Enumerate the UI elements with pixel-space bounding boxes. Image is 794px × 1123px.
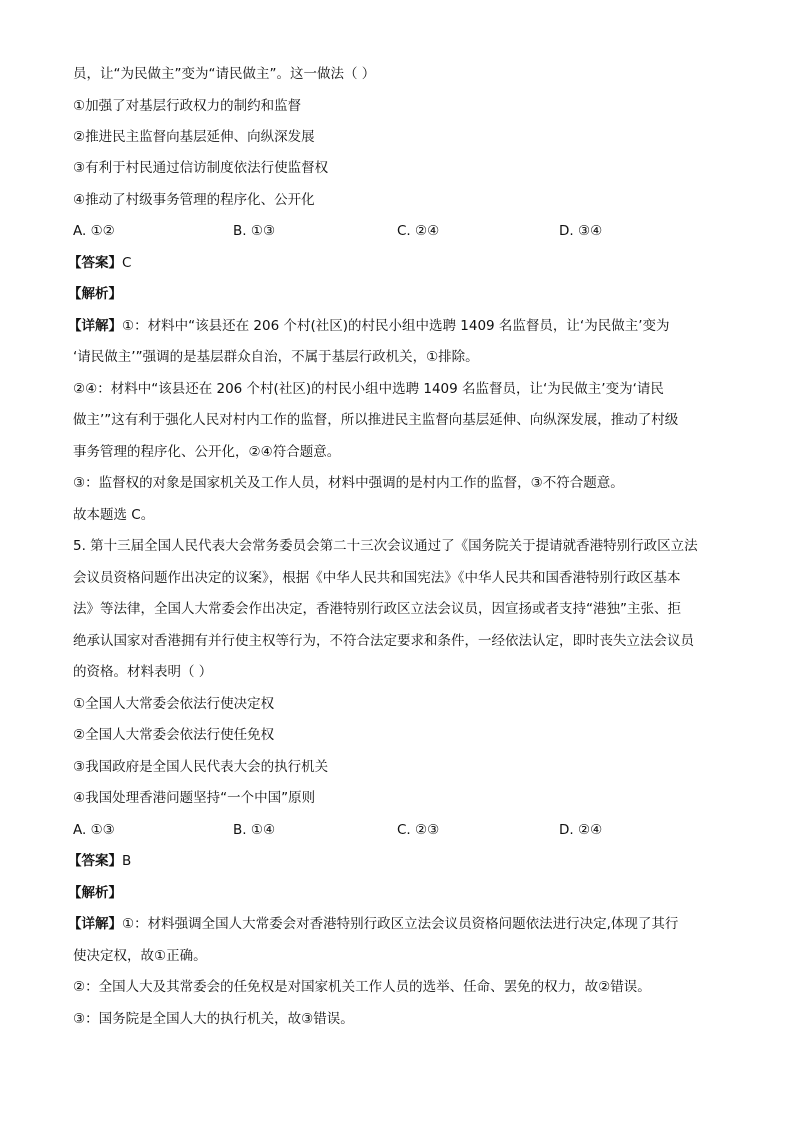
q4-detail-label: 【详解】 [68,318,122,334]
q4-option-a: A. ①② [73,223,115,239]
q5-options [73,820,723,840]
q4-option-d: D. ③④ [559,223,603,239]
q4-detail-line-4: 做主’”这有利于强化人民对村内工作的监督，所以推进民主监督向基层延伸、向纵深发展，推动了村级 [73,412,679,428]
q5-item-1: ①全国人大常委会依法行使决定权 [73,696,275,712]
q5-analysis-label: 【解析】 [68,885,122,901]
q5-detail-line-4: ③：国务院是全国人大的执行机关，故③错误。 [73,1011,354,1027]
q4-options [73,221,723,241]
q5-detail-line-3: ②：全国人大及其常委会的任免权是对国家机关工作人员的选举、任命、罢免的权力，故②错误。 [73,979,651,995]
q4-analysis-label: 【解析】 [68,286,122,302]
q4-detail-line-3: ②④：材料中“该县还在 206 个村(社区)的村民小组中选聘 1409 名监督员，让‘为民做主’变为‘请民 [73,381,664,397]
q5-option-a: A. ①③ [73,822,115,838]
q4-item-4: ④推动了村级事务管理的程序化、公开化 [73,192,315,208]
q4-answer [68,253,718,273]
q4-conclusion: 故本题选 C。 [73,507,155,523]
q4-item-3: ③有利于村民通过信访制度依法行使监督权 [73,160,329,176]
q4-detail-line-2: ‘请民做主’”强调的是基层群众自治，不属于基层行政机关，①排除。 [73,349,479,365]
q5-answer-label: 【答案】 [68,853,122,869]
q5-detail-line-2: 使决定权，故①正确。 [73,948,207,964]
q4-item-1: ①加强了对基层行政权力的制约和监督 [73,98,302,114]
q5-option-c: C. ②③ [397,822,440,838]
q4-option-c: C. ②④ [397,223,440,239]
q5-stem-line-2: 会议员资格问题作出决定的议案》，根据《中华人民共和国宪法》《中华人民共和国香港特别行政区基本 [73,570,681,586]
q4-option-b: B. ①③ [233,223,276,239]
q5-stem-line-5: 的资格。材料表明（ ） [73,664,213,680]
q5-stem-line-4: 绝承认国家对香港拥有并行使主权等行为，不符合法定要求和条件，一经依法认定，即时丧失立法会议员 [73,633,694,649]
q5-option-d: D. ②④ [559,822,603,838]
q5-detail-label: 【详解】 [68,916,122,932]
q5-item-4: ④我国处理香港问题坚持“一个中国”原则 [73,790,316,806]
q5-stem-line-1: 5. 第十三届全国人民代表大会常务委员会第二十三次会议通过了《国务院关于提请就香港特别行政区立法 [73,538,698,554]
q5-item-2: ②全国人大常委会依法行使任免权 [73,727,275,743]
q4-answer-label: 【答案】 [68,255,122,271]
q5-answer-value: B [122,853,132,869]
q4-detail-line-1: 【详解】①：材料中“该县还在 206 个村(社区)的村民小组中选聘 1409 名监督员，让‘为民做主’变为 [68,318,670,334]
q5-stem-line-3: 法》等法律，全国人大常委会作出决定，香港特别行政区立法会议员，因宣扬或者支持“港独”主张、拒 [73,601,681,617]
q5-option-b: B. ①④ [233,822,276,838]
q4-answer-value: C [122,255,132,271]
q5-detail-line-1: 【详解】①：材料强调全国人大常委会对香港特别行政区立法会议员资格问题依法进行决定,体现了其行 [68,916,679,932]
q4-detail-line-5: 事务管理的程序化、公开化，②④符合题意。 [73,444,341,460]
q4-item-2: ②推进民主监督向基层延伸、向纵深发展 [73,129,315,145]
q5-item-3: ③我国政府是全国人民代表大会的执行机关 [73,759,329,775]
q4-detail-line-6: ③：监督权的对象是国家机关及工作人员，材料中强调的是村内工作的监督，③不符合题意。 [73,475,624,491]
q5-answer [68,851,718,871]
q4-stem-tail: 员，让“为民做主”变为“请民做主”。这一做法（ ） [73,66,376,82]
